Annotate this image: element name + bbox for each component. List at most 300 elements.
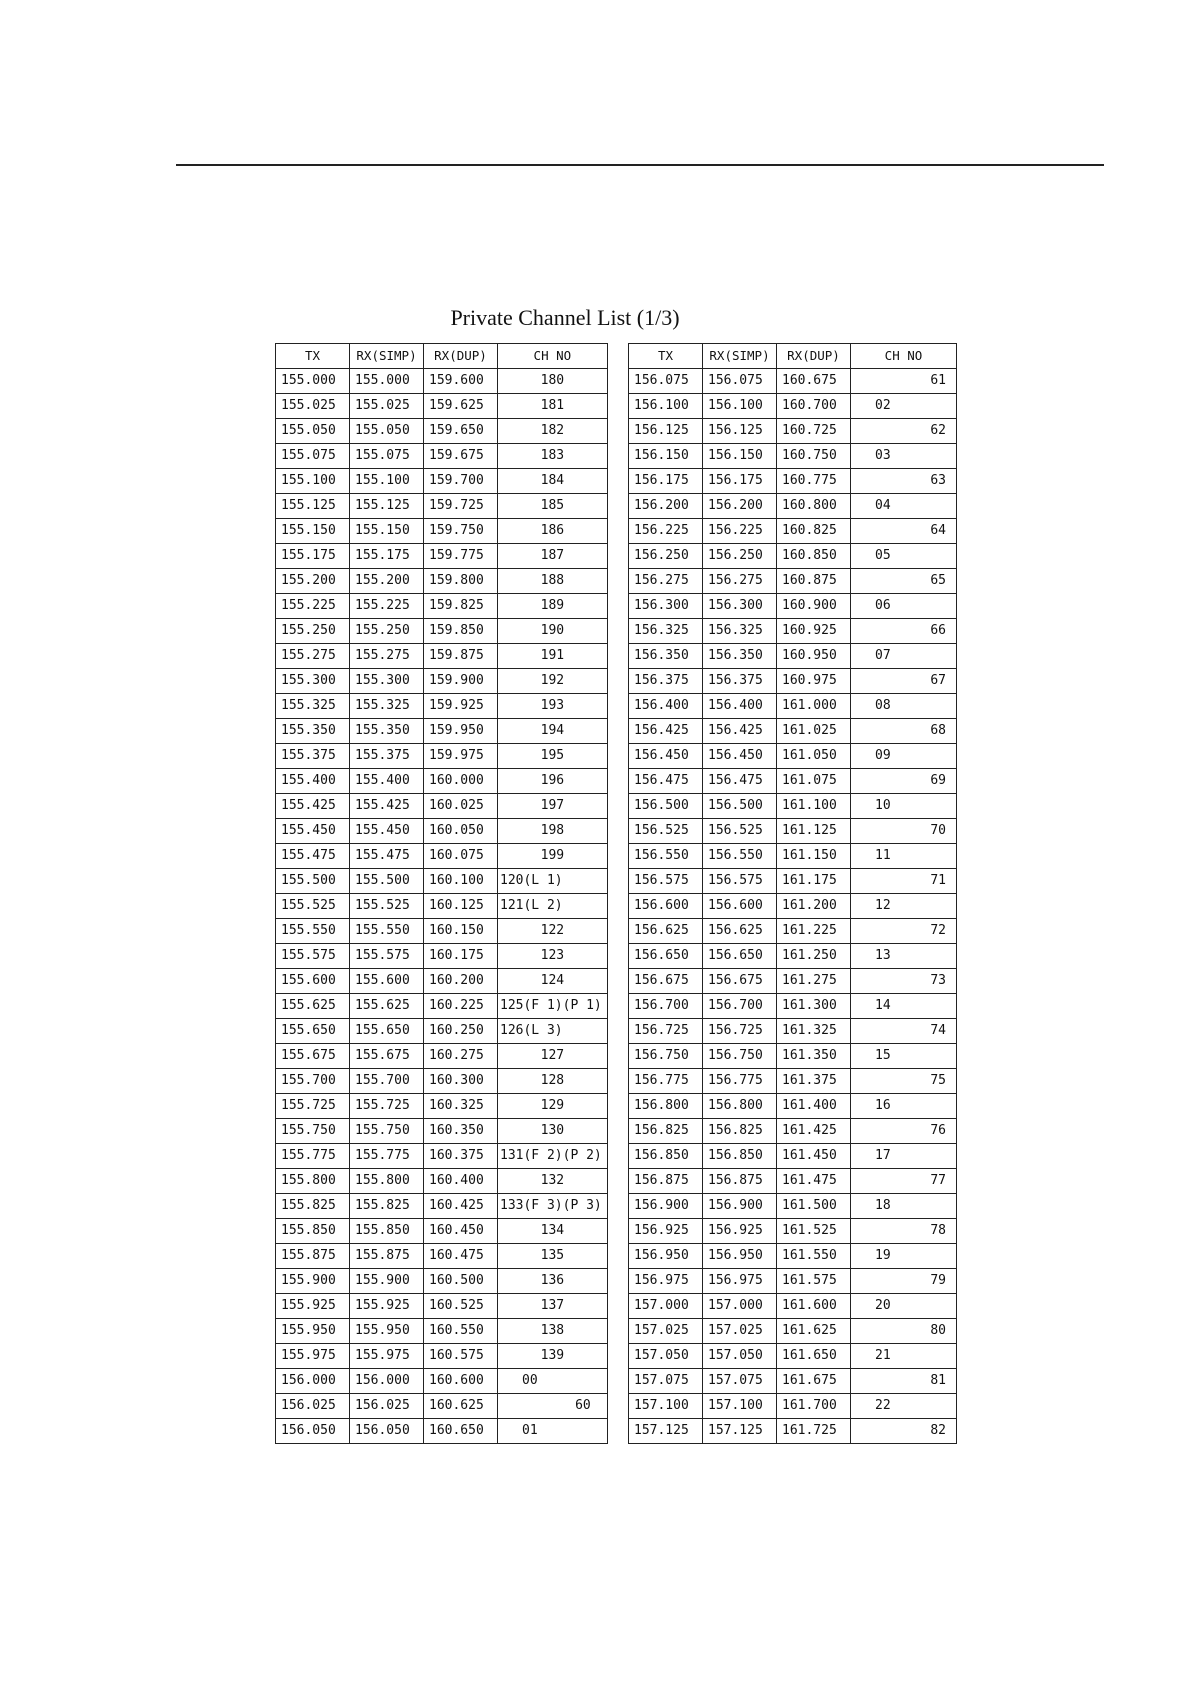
rx-dup-cell: 160.775	[777, 469, 851, 494]
header-tx: TX	[629, 344, 703, 369]
rx-dup-cell: 160.275	[424, 1044, 498, 1069]
rx-simp-cell: 155.425	[350, 794, 424, 819]
tx-cell: 155.150	[276, 519, 350, 544]
ch-no-cell: 68	[851, 719, 957, 744]
tx-cell: 156.075	[629, 369, 703, 394]
ch-no-cell: 81	[851, 1369, 957, 1394]
ch-no-cell: 21	[851, 1344, 957, 1369]
rx-dup-cell: 161.350	[777, 1044, 851, 1069]
rx-simp-cell: 155.175	[350, 544, 424, 569]
rx-dup-cell: 160.525	[424, 1294, 498, 1319]
ch-no-cell: 76	[851, 1119, 957, 1144]
rx-simp-cell: 156.975	[703, 1269, 777, 1294]
rx-simp-cell: 155.875	[350, 1244, 424, 1269]
ch-no-cell: 75	[851, 1069, 957, 1094]
ch-no-cell: 138	[498, 1319, 608, 1344]
ch-no-cell: 05	[851, 544, 957, 569]
tx-cell: 155.075	[276, 444, 350, 469]
rx-dup-cell: 160.250	[424, 1019, 498, 1044]
tx-cell: 156.475	[629, 769, 703, 794]
rx-simp-cell: 156.950	[703, 1244, 777, 1269]
tx-cell: 156.025	[276, 1394, 350, 1419]
table-row	[629, 419, 957, 444]
tx-cell: 155.175	[276, 544, 350, 569]
tx-cell: 155.700	[276, 1069, 350, 1094]
rx-simp-cell: 155.450	[350, 819, 424, 844]
rx-dup-cell: 160.200	[424, 969, 498, 994]
ch-no-cell: 18	[851, 1194, 957, 1219]
tx-cell: 156.100	[629, 394, 703, 419]
tx-cell: 155.800	[276, 1169, 350, 1194]
ch-no-cell: 197	[498, 794, 608, 819]
rx-simp-cell: 155.275	[350, 644, 424, 669]
tx-cell: 155.850	[276, 1219, 350, 1244]
tx-cell: 156.575	[629, 869, 703, 894]
ch-no-cell: 129	[498, 1094, 608, 1119]
rx-simp-cell: 155.500	[350, 869, 424, 894]
rx-simp-cell: 156.650	[703, 944, 777, 969]
ch-no-cell: 64	[851, 519, 957, 544]
table-row	[629, 619, 957, 644]
rx-simp-cell: 155.250	[350, 619, 424, 644]
tx-cell: 156.725	[629, 1019, 703, 1044]
rx-dup-cell: 160.350	[424, 1119, 498, 1144]
tx-cell: 156.875	[629, 1169, 703, 1194]
ch-no-cell: 10	[851, 794, 957, 819]
table-row	[629, 1019, 957, 1044]
table-row	[276, 994, 608, 1019]
table-row	[276, 369, 608, 394]
tx-cell: 156.500	[629, 794, 703, 819]
ch-no-cell: 185	[498, 494, 608, 519]
rx-dup-cell: 161.075	[777, 769, 851, 794]
table-row	[276, 669, 608, 694]
ch-no-cell: 74	[851, 1019, 957, 1044]
ch-no-cell: 66	[851, 619, 957, 644]
table-row	[629, 769, 957, 794]
tx-cell: 157.050	[629, 1344, 703, 1369]
rx-dup-cell: 161.575	[777, 1269, 851, 1294]
rx-simp-cell: 155.375	[350, 744, 424, 769]
table-row	[629, 894, 957, 919]
tx-cell: 156.625	[629, 919, 703, 944]
rx-dup-cell: 161.150	[777, 844, 851, 869]
tx-cell: 157.100	[629, 1394, 703, 1419]
rx-dup-cell: 160.975	[777, 669, 851, 694]
ch-no-cell: 67	[851, 669, 957, 694]
table-row	[276, 394, 608, 419]
rx-dup-cell: 159.650	[424, 419, 498, 444]
tx-cell: 155.575	[276, 944, 350, 969]
channel-table-right	[628, 343, 957, 1444]
table-row	[276, 1044, 608, 1069]
rx-simp-cell: 156.075	[703, 369, 777, 394]
tx-cell: 155.300	[276, 669, 350, 694]
table-row	[276, 419, 608, 444]
tx-cell: 156.800	[629, 1094, 703, 1119]
rx-dup-cell: 161.250	[777, 944, 851, 969]
rx-simp-cell: 155.700	[350, 1069, 424, 1094]
rx-simp-cell: 157.050	[703, 1344, 777, 1369]
tx-cell: 155.500	[276, 869, 350, 894]
rx-simp-cell: 155.625	[350, 994, 424, 1019]
ch-no-cell: 69	[851, 769, 957, 794]
ch-no-cell: 120(L 1)	[498, 869, 608, 894]
rx-dup-cell: 161.025	[777, 719, 851, 744]
table-row	[629, 744, 957, 769]
rx-simp-cell: 156.225	[703, 519, 777, 544]
ch-no-cell: 135	[498, 1244, 608, 1269]
tx-cell: 155.100	[276, 469, 350, 494]
table-row	[276, 844, 608, 869]
ch-no-cell: 127	[498, 1044, 608, 1069]
table-row	[629, 1069, 957, 1094]
rx-dup-cell: 160.000	[424, 769, 498, 794]
rx-dup-cell: 160.750	[777, 444, 851, 469]
tx-cell: 155.000	[276, 369, 350, 394]
rx-simp-cell: 156.050	[350, 1419, 424, 1444]
tx-cell: 156.325	[629, 619, 703, 644]
rx-simp-cell: 155.725	[350, 1094, 424, 1119]
table-row	[629, 819, 957, 844]
ch-no-cell: 184	[498, 469, 608, 494]
ch-no-cell: 80	[851, 1319, 957, 1344]
table-row	[629, 1119, 957, 1144]
ch-no-cell: 192	[498, 669, 608, 694]
rx-dup-cell: 159.875	[424, 644, 498, 669]
rx-simp-cell: 155.850	[350, 1219, 424, 1244]
rx-simp-cell: 156.875	[703, 1169, 777, 1194]
rx-simp-cell: 155.000	[350, 369, 424, 394]
rx-simp-cell: 156.125	[703, 419, 777, 444]
rx-dup-cell: 159.975	[424, 744, 498, 769]
table-row	[629, 1144, 957, 1169]
ch-no-cell: 07	[851, 644, 957, 669]
ch-no-cell: 134	[498, 1219, 608, 1244]
tx-cell: 156.750	[629, 1044, 703, 1069]
ch-no-cell: 196	[498, 769, 608, 794]
ch-no-cell: 12	[851, 894, 957, 919]
rx-dup-cell: 160.225	[424, 994, 498, 1019]
table-row	[276, 794, 608, 819]
rx-simp-cell: 156.025	[350, 1394, 424, 1419]
rx-dup-cell: 161.550	[777, 1244, 851, 1269]
table-row	[629, 669, 957, 694]
table-row	[276, 1294, 608, 1319]
rx-dup-cell: 160.475	[424, 1244, 498, 1269]
rx-dup-cell: 159.625	[424, 394, 498, 419]
rx-dup-cell: 160.425	[424, 1194, 498, 1219]
ch-no-cell: 191	[498, 644, 608, 669]
header-tx: TX	[276, 344, 350, 369]
rx-dup-cell: 159.750	[424, 519, 498, 544]
ch-no-cell: 194	[498, 719, 608, 744]
rx-simp-cell: 156.500	[703, 794, 777, 819]
table-row	[276, 719, 608, 744]
rx-dup-cell: 160.550	[424, 1319, 498, 1344]
table-row	[276, 769, 608, 794]
tx-cell: 156.525	[629, 819, 703, 844]
tx-cell: 155.550	[276, 919, 350, 944]
table-row	[276, 1169, 608, 1194]
table-row	[629, 644, 957, 669]
header-ch-no: CH NO	[851, 344, 957, 369]
table-row	[629, 394, 957, 419]
rx-dup-cell: 161.600	[777, 1294, 851, 1319]
tx-cell: 156.650	[629, 944, 703, 969]
ch-no-cell: 183	[498, 444, 608, 469]
table-row	[276, 1344, 608, 1369]
rx-simp-cell: 155.350	[350, 719, 424, 744]
ch-no-cell: 61	[851, 369, 957, 394]
table-row	[276, 894, 608, 919]
channel-rows-right	[629, 369, 957, 1444]
ch-no-cell: 17	[851, 1144, 957, 1169]
rx-simp-cell: 155.600	[350, 969, 424, 994]
rx-simp-cell: 156.175	[703, 469, 777, 494]
ch-no-cell: 09	[851, 744, 957, 769]
tx-cell: 156.200	[629, 494, 703, 519]
table-row	[276, 644, 608, 669]
tx-cell: 155.675	[276, 1044, 350, 1069]
rx-simp-cell: 156.525	[703, 819, 777, 844]
table-row	[276, 1419, 608, 1444]
ch-no-cell: 136	[498, 1269, 608, 1294]
rx-dup-cell: 160.325	[424, 1094, 498, 1119]
table-row	[276, 819, 608, 844]
rx-dup-cell: 160.800	[777, 494, 851, 519]
ch-no-cell: 15	[851, 1044, 957, 1069]
table-row	[276, 594, 608, 619]
rx-simp-cell: 156.575	[703, 869, 777, 894]
table-row	[629, 569, 957, 594]
ch-no-cell: 124	[498, 969, 608, 994]
table-row	[629, 1319, 957, 1344]
tx-cell: 155.425	[276, 794, 350, 819]
rx-dup-cell: 161.200	[777, 894, 851, 919]
table-row	[276, 1094, 608, 1119]
table-row	[276, 494, 608, 519]
rx-simp-cell: 156.700	[703, 994, 777, 1019]
tx-cell: 156.950	[629, 1244, 703, 1269]
table-row	[276, 519, 608, 544]
rx-dup-cell: 160.150	[424, 919, 498, 944]
ch-no-cell: 02	[851, 394, 957, 419]
table-row	[276, 444, 608, 469]
rx-simp-cell: 156.450	[703, 744, 777, 769]
table-row	[276, 1269, 608, 1294]
rx-simp-cell: 155.475	[350, 844, 424, 869]
rx-dup-cell: 161.375	[777, 1069, 851, 1094]
rx-simp-cell: 155.100	[350, 469, 424, 494]
rx-dup-cell: 160.725	[777, 419, 851, 444]
rx-dup-cell: 159.825	[424, 594, 498, 619]
rx-dup-cell: 161.225	[777, 919, 851, 944]
table-row	[276, 1369, 608, 1394]
tx-cell: 156.000	[276, 1369, 350, 1394]
tx-cell: 155.325	[276, 694, 350, 719]
table-row	[276, 744, 608, 769]
rx-dup-cell: 160.825	[777, 519, 851, 544]
tx-cell: 156.450	[629, 744, 703, 769]
tx-cell: 156.300	[629, 594, 703, 619]
rx-dup-cell: 161.475	[777, 1169, 851, 1194]
rx-dup-cell: 161.000	[777, 694, 851, 719]
ch-no-cell: 79	[851, 1269, 957, 1294]
tx-cell: 155.475	[276, 844, 350, 869]
rx-dup-cell: 160.700	[777, 394, 851, 419]
tx-cell: 155.650	[276, 1019, 350, 1044]
rx-dup-cell: 161.650	[777, 1344, 851, 1369]
header-row	[629, 344, 957, 369]
table-row	[629, 719, 957, 744]
rx-simp-cell: 155.775	[350, 1144, 424, 1169]
rx-simp-cell: 156.425	[703, 719, 777, 744]
rx-dup-cell: 159.675	[424, 444, 498, 469]
table-row	[276, 869, 608, 894]
tx-cell: 155.400	[276, 769, 350, 794]
table-row	[629, 844, 957, 869]
rx-simp-cell: 155.675	[350, 1044, 424, 1069]
rx-simp-cell: 156.250	[703, 544, 777, 569]
rx-simp-cell: 156.900	[703, 1194, 777, 1219]
rx-dup-cell: 160.025	[424, 794, 498, 819]
tx-cell: 155.925	[276, 1294, 350, 1319]
ch-no-cell: 133(F 3)(P 3)	[498, 1194, 608, 1219]
ch-no-cell: 189	[498, 594, 608, 619]
tx-cell: 156.900	[629, 1194, 703, 1219]
rx-simp-cell: 156.825	[703, 1119, 777, 1144]
rx-dup-cell: 160.600	[424, 1369, 498, 1394]
ch-no-cell: 198	[498, 819, 608, 844]
header-row	[276, 344, 608, 369]
tx-cell: 155.975	[276, 1344, 350, 1369]
table-row	[629, 369, 957, 394]
ch-no-cell: 13	[851, 944, 957, 969]
rx-simp-cell: 156.275	[703, 569, 777, 594]
tx-cell: 155.275	[276, 644, 350, 669]
table-row	[629, 1369, 957, 1394]
rx-simp-cell: 155.325	[350, 694, 424, 719]
rx-dup-cell: 161.125	[777, 819, 851, 844]
rx-simp-cell: 155.050	[350, 419, 424, 444]
ch-no-cell: 73	[851, 969, 957, 994]
rx-simp-cell: 156.600	[703, 894, 777, 919]
rx-dup-cell: 160.900	[777, 594, 851, 619]
ch-no-cell: 00	[498, 1369, 608, 1394]
rx-dup-cell: 161.500	[777, 1194, 851, 1219]
table-row	[629, 1044, 957, 1069]
ch-no-cell: 01	[498, 1419, 608, 1444]
table-row	[276, 569, 608, 594]
rx-simp-cell: 155.800	[350, 1169, 424, 1194]
rx-simp-cell: 156.750	[703, 1044, 777, 1069]
rx-dup-cell: 160.300	[424, 1069, 498, 1094]
ch-no-cell: 131(F 2)(P 2)	[498, 1144, 608, 1169]
rx-simp-cell: 157.125	[703, 1419, 777, 1444]
rx-dup-cell: 161.725	[777, 1419, 851, 1444]
tx-cell: 156.375	[629, 669, 703, 694]
rx-dup-cell: 161.400	[777, 1094, 851, 1119]
tx-cell: 156.600	[629, 894, 703, 919]
ch-no-cell: 190	[498, 619, 608, 644]
rx-simp-cell: 155.950	[350, 1319, 424, 1344]
tx-cell: 155.350	[276, 719, 350, 744]
rx-dup-cell: 159.900	[424, 669, 498, 694]
tx-cell: 156.975	[629, 1269, 703, 1294]
ch-no-cell: 70	[851, 819, 957, 844]
tx-cell: 155.625	[276, 994, 350, 1019]
ch-no-cell: 139	[498, 1344, 608, 1369]
ch-no-cell: 195	[498, 744, 608, 769]
table-row	[276, 1019, 608, 1044]
rx-dup-cell: 161.100	[777, 794, 851, 819]
table-row	[629, 1269, 957, 1294]
ch-no-cell: 14	[851, 994, 957, 1019]
ch-no-cell: 130	[498, 1119, 608, 1144]
rx-simp-cell: 156.325	[703, 619, 777, 644]
table-row	[629, 494, 957, 519]
table-row	[629, 694, 957, 719]
rx-dup-cell: 160.125	[424, 894, 498, 919]
header-rx-simp: RX(SIMP)	[703, 344, 777, 369]
rx-simp-cell: 155.750	[350, 1119, 424, 1144]
rx-simp-cell: 155.225	[350, 594, 424, 619]
tx-cell: 156.225	[629, 519, 703, 544]
ch-no-cell: 60	[498, 1394, 608, 1419]
rx-simp-cell: 156.850	[703, 1144, 777, 1169]
rx-dup-cell: 159.700	[424, 469, 498, 494]
ch-no-cell: 122	[498, 919, 608, 944]
rx-dup-cell: 160.375	[424, 1144, 498, 1169]
rx-simp-cell: 155.300	[350, 669, 424, 694]
tx-cell: 156.550	[629, 844, 703, 869]
ch-no-cell: 125(F 1)(P 1)	[498, 994, 608, 1019]
table-row	[629, 919, 957, 944]
tx-cell: 156.825	[629, 1119, 703, 1144]
tx-cell: 155.725	[276, 1094, 350, 1119]
top-rule	[176, 164, 1104, 166]
rx-dup-cell: 160.575	[424, 1344, 498, 1369]
table-row	[276, 944, 608, 969]
tx-cell: 156.275	[629, 569, 703, 594]
rx-dup-cell: 160.100	[424, 869, 498, 894]
tx-cell: 157.125	[629, 1419, 703, 1444]
rx-dup-cell: 160.925	[777, 619, 851, 644]
tx-cell: 156.425	[629, 719, 703, 744]
rx-simp-cell: 156.350	[703, 644, 777, 669]
ch-no-cell: 82	[851, 1419, 957, 1444]
table-row	[276, 1144, 608, 1169]
rx-dup-cell: 159.850	[424, 619, 498, 644]
tx-cell: 156.250	[629, 544, 703, 569]
ch-no-cell: 188	[498, 569, 608, 594]
table-row	[629, 544, 957, 569]
channel-rows-left	[276, 369, 608, 1444]
ch-no-cell: 16	[851, 1094, 957, 1119]
rx-simp-cell: 155.525	[350, 894, 424, 919]
rx-dup-cell: 159.925	[424, 694, 498, 719]
table-row	[629, 1419, 957, 1444]
table-row	[629, 594, 957, 619]
rx-dup-cell: 160.450	[424, 1219, 498, 1244]
table-row	[629, 1219, 957, 1244]
ch-no-cell: 132	[498, 1169, 608, 1194]
rx-simp-cell: 155.925	[350, 1294, 424, 1319]
table-row	[276, 1194, 608, 1219]
ch-no-cell: 182	[498, 419, 608, 444]
rx-simp-cell: 156.200	[703, 494, 777, 519]
